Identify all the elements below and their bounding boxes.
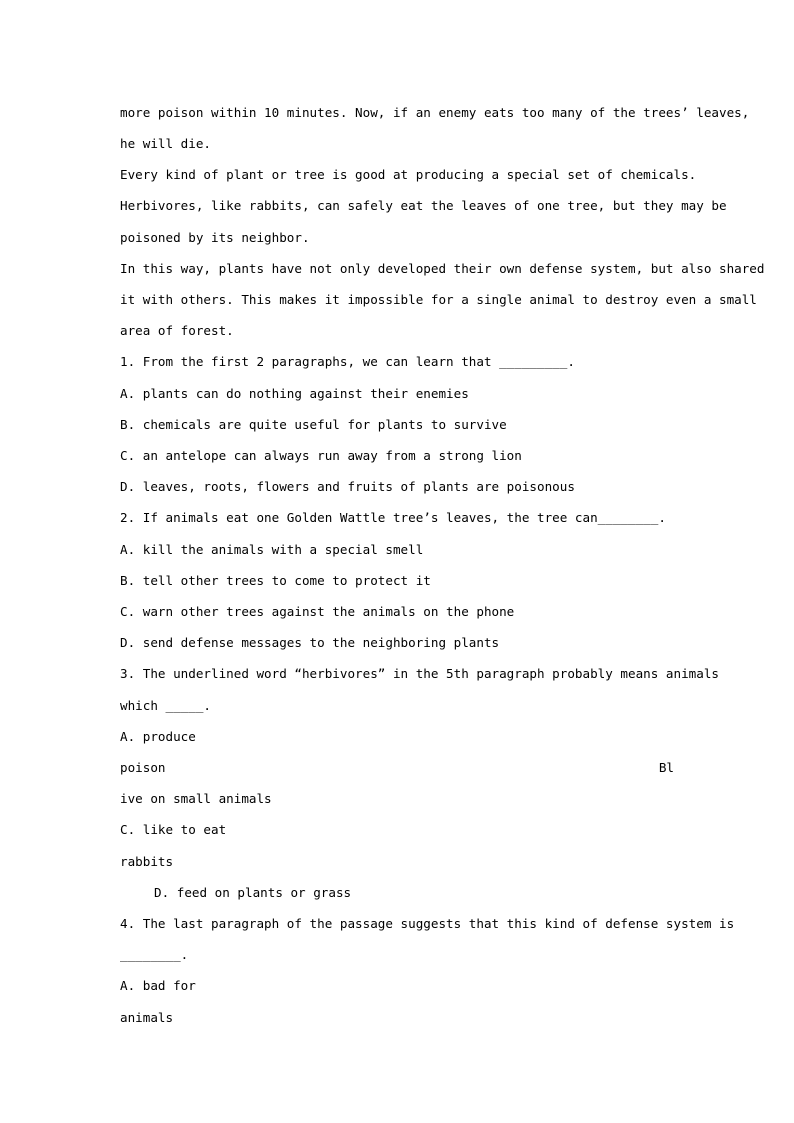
question-4-stem-line-2: ________. [120,947,189,962]
question-3-option-b-start: Bl [658,760,674,775]
question-2-stem: 2. If animals eat one Golden Wattle tree’s leaves, the tree can________. [120,510,666,525]
question-2-option-c: C. warn other trees against the animals on the phone [120,604,515,619]
question-3-option-c-continued: rabbits [120,854,174,869]
question-3-option-a-continued-row [120,759,674,777]
question-2-option-d: D. send defense messages to the neighboring plants [120,635,500,650]
passage-line-8: area of forest. [120,323,234,338]
question-1-option-a: A. plants can do nothing against their enemies [120,386,469,401]
passage-line-6: In this way, plants have not only developed their own defense system, but also shared [120,261,765,276]
question-3-stem-line-1: 3. The underlined word “herbivores” in the 5th paragraph probably means animals [120,666,719,681]
question-1-stem: 1. From the first 2 paragraphs, we can learn that _________. [120,354,575,369]
question-3-option-c: C. like to eat [120,822,227,837]
passage-line-5: poisoned by its neighbor. [120,230,310,245]
passage-line-3: Every kind of plant or tree is good at producing a special set of chemicals. [120,167,697,182]
question-1-option-d: D. leaves, roots, flowers and fruits of plants are poisonous [120,479,575,494]
passage-line-7: it with others. This makes it impossible for a single animal to destroy even a small [120,292,757,307]
passage-line-2: he will die. [120,136,211,151]
question-3-option-d: D. feed on plants or grass [154,885,352,900]
question-2-option-b: B. tell other trees to come to protect it [120,573,431,588]
question-1-option-c: C. an antelope can always run away from a strong lion [120,448,522,463]
question-1-option-b: B. chemicals are quite useful for plants to survive [120,417,507,432]
question-2-option-a: A. kill the animals with a special smell [120,542,424,557]
question-4-option-a: A. bad for [120,978,196,993]
question-3-option-a-continued: poison [120,760,166,775]
question-3-stem-line-2: which _____. [120,698,211,713]
passage-line-4: Herbivores, like rabbits, can safely eat the leaves of one tree, but they may be [120,198,727,213]
question-4-stem-line-1: 4. The last paragraph of the passage suggests that this kind of defense system is [120,916,735,931]
question-4-option-a-continued: animals [120,1010,174,1025]
passage-line-1: more poison within 10 minutes. Now, if an enemy eats too many of the trees’ leaves, [120,105,750,120]
question-3-option-b-continued: ive on small animals [120,791,272,806]
question-3-option-a: A. produce [120,729,196,744]
